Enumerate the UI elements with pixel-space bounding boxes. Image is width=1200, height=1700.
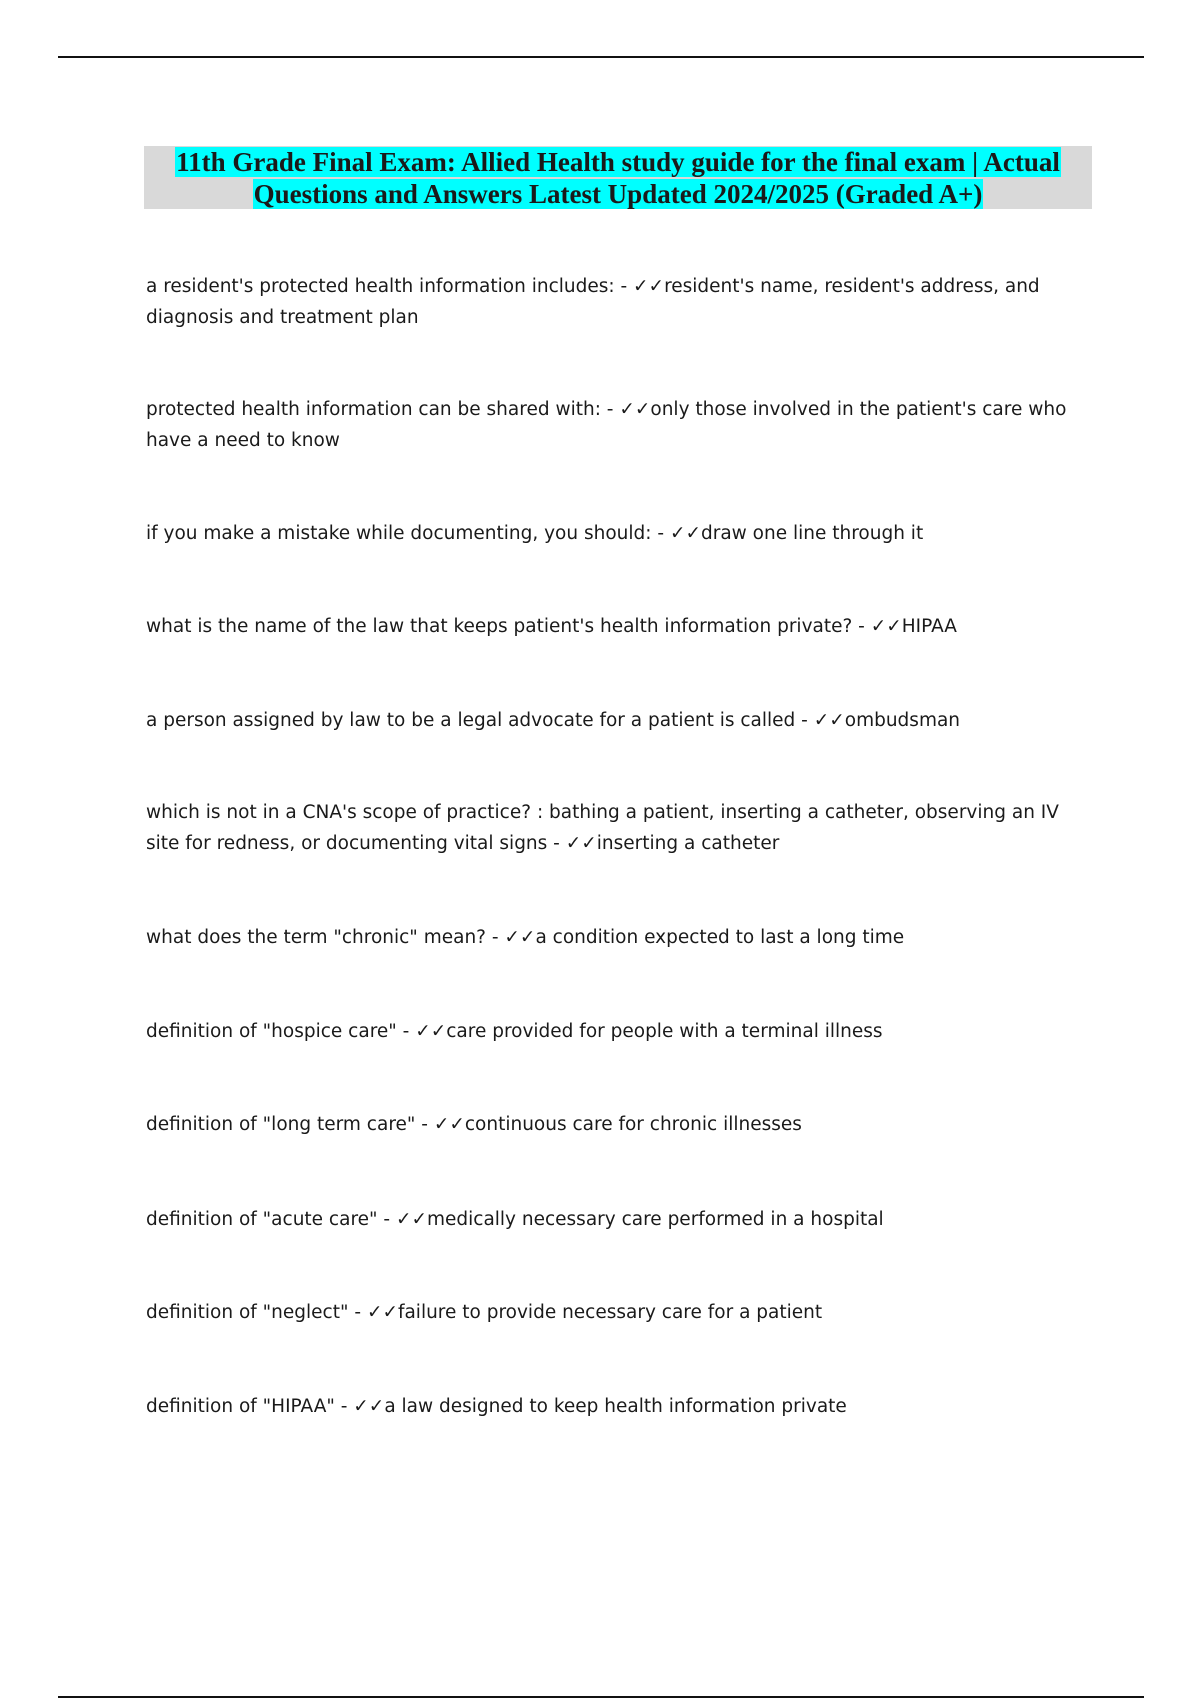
question-text: definition of "long term care" - (146, 1114, 434, 1135)
question-text: a resident's protected health information includes: - (146, 276, 634, 297)
question-text: if you make a mistake while documenting, you should: - (146, 523, 670, 544)
question-text: a person assigned by law to be a legal advocate for a patient is called - (146, 710, 814, 731)
answer-text: ombudsman (844, 710, 961, 731)
question-text: definition of "HIPAA" - (146, 1396, 354, 1417)
question-text: definition of "acute care" - (146, 1209, 396, 1230)
answer-text: failure to provide necessary care for a patient (397, 1302, 823, 1323)
double-check-icon: ✓✓ (415, 1021, 447, 1042)
double-check-icon: ✓✓ (870, 616, 902, 637)
qa-item (146, 1297, 1086, 1328)
title-line-1: 11th Grade Final Exam: Allied Health study guide for the final exam | Actual (176, 147, 1060, 177)
answer-text: resident's name, resident's address, and diagnosis and treatment plan (146, 276, 1040, 328)
double-check-icon: ✓✓ (504, 927, 536, 948)
qa-item (146, 271, 1086, 333)
answer-text: inserting a catheter (596, 833, 780, 854)
answer-text: a law designed to keep health information private (384, 1396, 847, 1417)
question-text: definition of "hospice care" - (146, 1021, 416, 1042)
qa-item (146, 518, 1086, 549)
double-check-icon: ✓✓ (565, 833, 597, 854)
double-check-icon: ✓✓ (633, 276, 665, 297)
question-text: definition of "neglect" - (146, 1302, 367, 1323)
document-title (144, 146, 1092, 209)
qa-item (146, 611, 1086, 642)
answer-text: a condition expected to last a long time (535, 927, 905, 948)
title-line-2: Questions and Answers Latest Updated 2024/2025 (Graded A+) (253, 179, 983, 209)
qa-item (146, 705, 1086, 736)
double-check-icon: ✓✓ (433, 1114, 465, 1135)
qa-item (146, 922, 1086, 953)
double-check-icon: ✓✓ (619, 399, 651, 420)
question-text: protected health information can be shared with: - (146, 399, 620, 420)
answer-text: care provided for people with a terminal illness (446, 1021, 883, 1042)
qa-item (146, 394, 1086, 456)
question-text: what is the name of the law that keeps patient's health information private? - (146, 616, 871, 637)
answer-text: continuous care for chronic illnesses (464, 1114, 802, 1135)
bottom-rule (58, 1696, 1144, 1698)
answer-text: draw one line through it (700, 523, 924, 544)
double-check-icon: ✓✓ (813, 710, 845, 731)
answer-text: HIPAA (901, 616, 957, 637)
qa-item (146, 1391, 1086, 1422)
qa-item (146, 1204, 1086, 1235)
question-text: what does the term "chronic" mean? - (146, 927, 505, 948)
question-text: which is not in a CNA's scope of practice? : bathing a patient, inserting a catheter, observing an IV site for redness, or documenting vital signs - (146, 802, 1059, 854)
double-check-icon: ✓✓ (395, 1209, 427, 1230)
double-check-icon: ✓✓ (669, 523, 701, 544)
qa-item (146, 797, 1086, 859)
answer-text: medically necessary care performed in a hospital (426, 1209, 884, 1230)
double-check-icon: ✓✓ (366, 1302, 398, 1323)
double-check-icon: ✓✓ (353, 1396, 385, 1417)
top-rule (58, 56, 1144, 58)
answer-text: only those involved in the patient's care who have a need to know (146, 399, 1067, 451)
qa-item (146, 1016, 1086, 1047)
qa-item (146, 1109, 1086, 1140)
